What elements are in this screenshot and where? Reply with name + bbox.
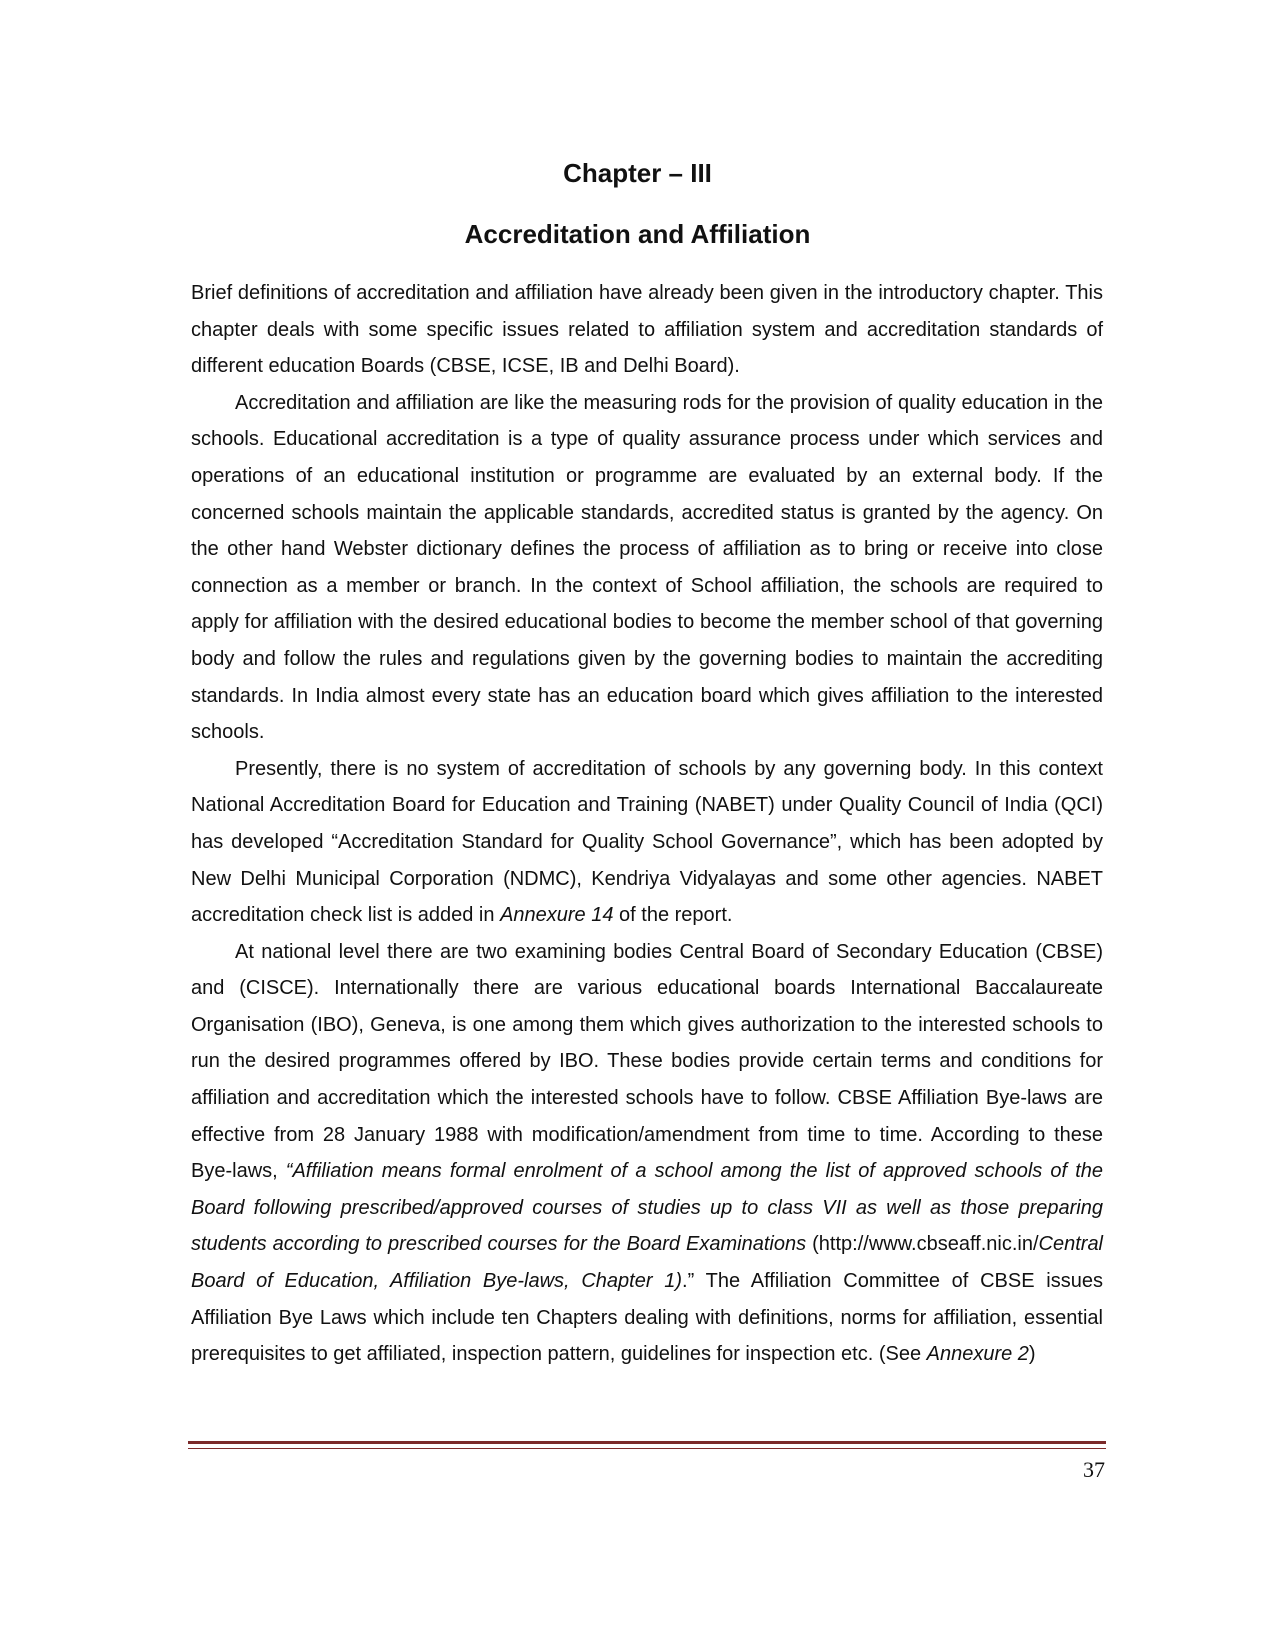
chapter-title: Accreditation and Affiliation	[464, 219, 811, 249]
text-run: Presently, there is no system of accreditation of schools by any governing body. In this context National Accreditation Board for Education and Training (NABET) under Quality Council of India (QCI) has developed “Accreditation Standard for Quality School Governance”, which has been adopted by New Delhi Municipal Corporation (NDMC), Kendriya Vidyalayas and some other agencies. NABET accreditation check list is added in	[191, 757, 1103, 927]
paragraph-intro: Brief definitions of accreditation and affiliation have already been given in the introductory chapter. This chapter deals with some specific issues related to affiliation system and accreditation standards of different education Boards (CBSE, ICSE, IB and Delhi Board).	[191, 282, 1103, 378]
footer-rule	[188, 1441, 1106, 1444]
paragraph-accreditation: Accreditation and affiliation are like the measuring rods for the provision of quality education in the schools. Educational accreditation is a type of quality assurance process under which services and operations of an educational institution or programme are evaluated by an external body. If the concerned schools maintain the applicable standards, accredited status is granted by the agency. On the other hand Webster dictionary defines the process of affiliation as to bring or receive into close connection as a member or branch. In the context of School affiliation, the schools are required to apply for affiliation with the desired educational bodies to become the member school of that governing body and follow the rules and regulations given by the governing bodies to maintain the accrediting standards. In India almost every state has an education board which gives affiliation to the interested schools.	[191, 391, 1103, 744]
text-run: )	[1028, 1343, 1036, 1366]
annexure-reference: Annexure 14	[500, 904, 614, 927]
source-url: (http://www.cbseaff.nic.in/	[806, 1233, 1039, 1256]
body-text	[191, 275, 1103, 1373]
text-run: At national level there are two examining bodies Central Board of Secondary Education (CBSE) and (CISCE). Internationally there are various educational boards International Baccalaureate Organisation (IBO), Geneva, is one among them which gives authorization to the interested schools to run the desired programmes offered by IBO. These bodies provide certain terms and conditions for affiliation and accreditation which the interested schools have to follow. CBSE Affiliation Bye-laws are effective from 28 January 1988 with modification/amendment from time to time. According to these Bye-laws,	[191, 940, 1103, 1183]
paragraph-cbse	[191, 934, 1103, 1373]
page-number: 37	[1083, 1457, 1105, 1482]
paragraph-nabet	[191, 751, 1103, 934]
annexure-reference: Annexure 2	[926, 1343, 1029, 1366]
bye-law-quote: “Affiliation means formal enrolment of a school among the list of approved schools of the Board following prescribed/approved courses of studies up to class VII as well as those preparing students according to prescribed courses for the Board Examinations	[191, 1160, 1103, 1256]
chapter-label: Chapter – III	[563, 158, 712, 188]
footer-rule-thin	[188, 1448, 1106, 1449]
text-run: of the report.	[613, 904, 733, 927]
text-run: .” The Affiliation Committee of CBSE issues Affiliation Bye Laws which include ten Chapters dealing with definitions, norms for affiliation, essential prerequisites to get affiliated, inspection pattern, guidelines for inspection etc. (See	[191, 1270, 1103, 1366]
source-citation: Central Board of Education, Affiliation Bye-laws, Chapter 1)	[191, 1233, 1104, 1293]
